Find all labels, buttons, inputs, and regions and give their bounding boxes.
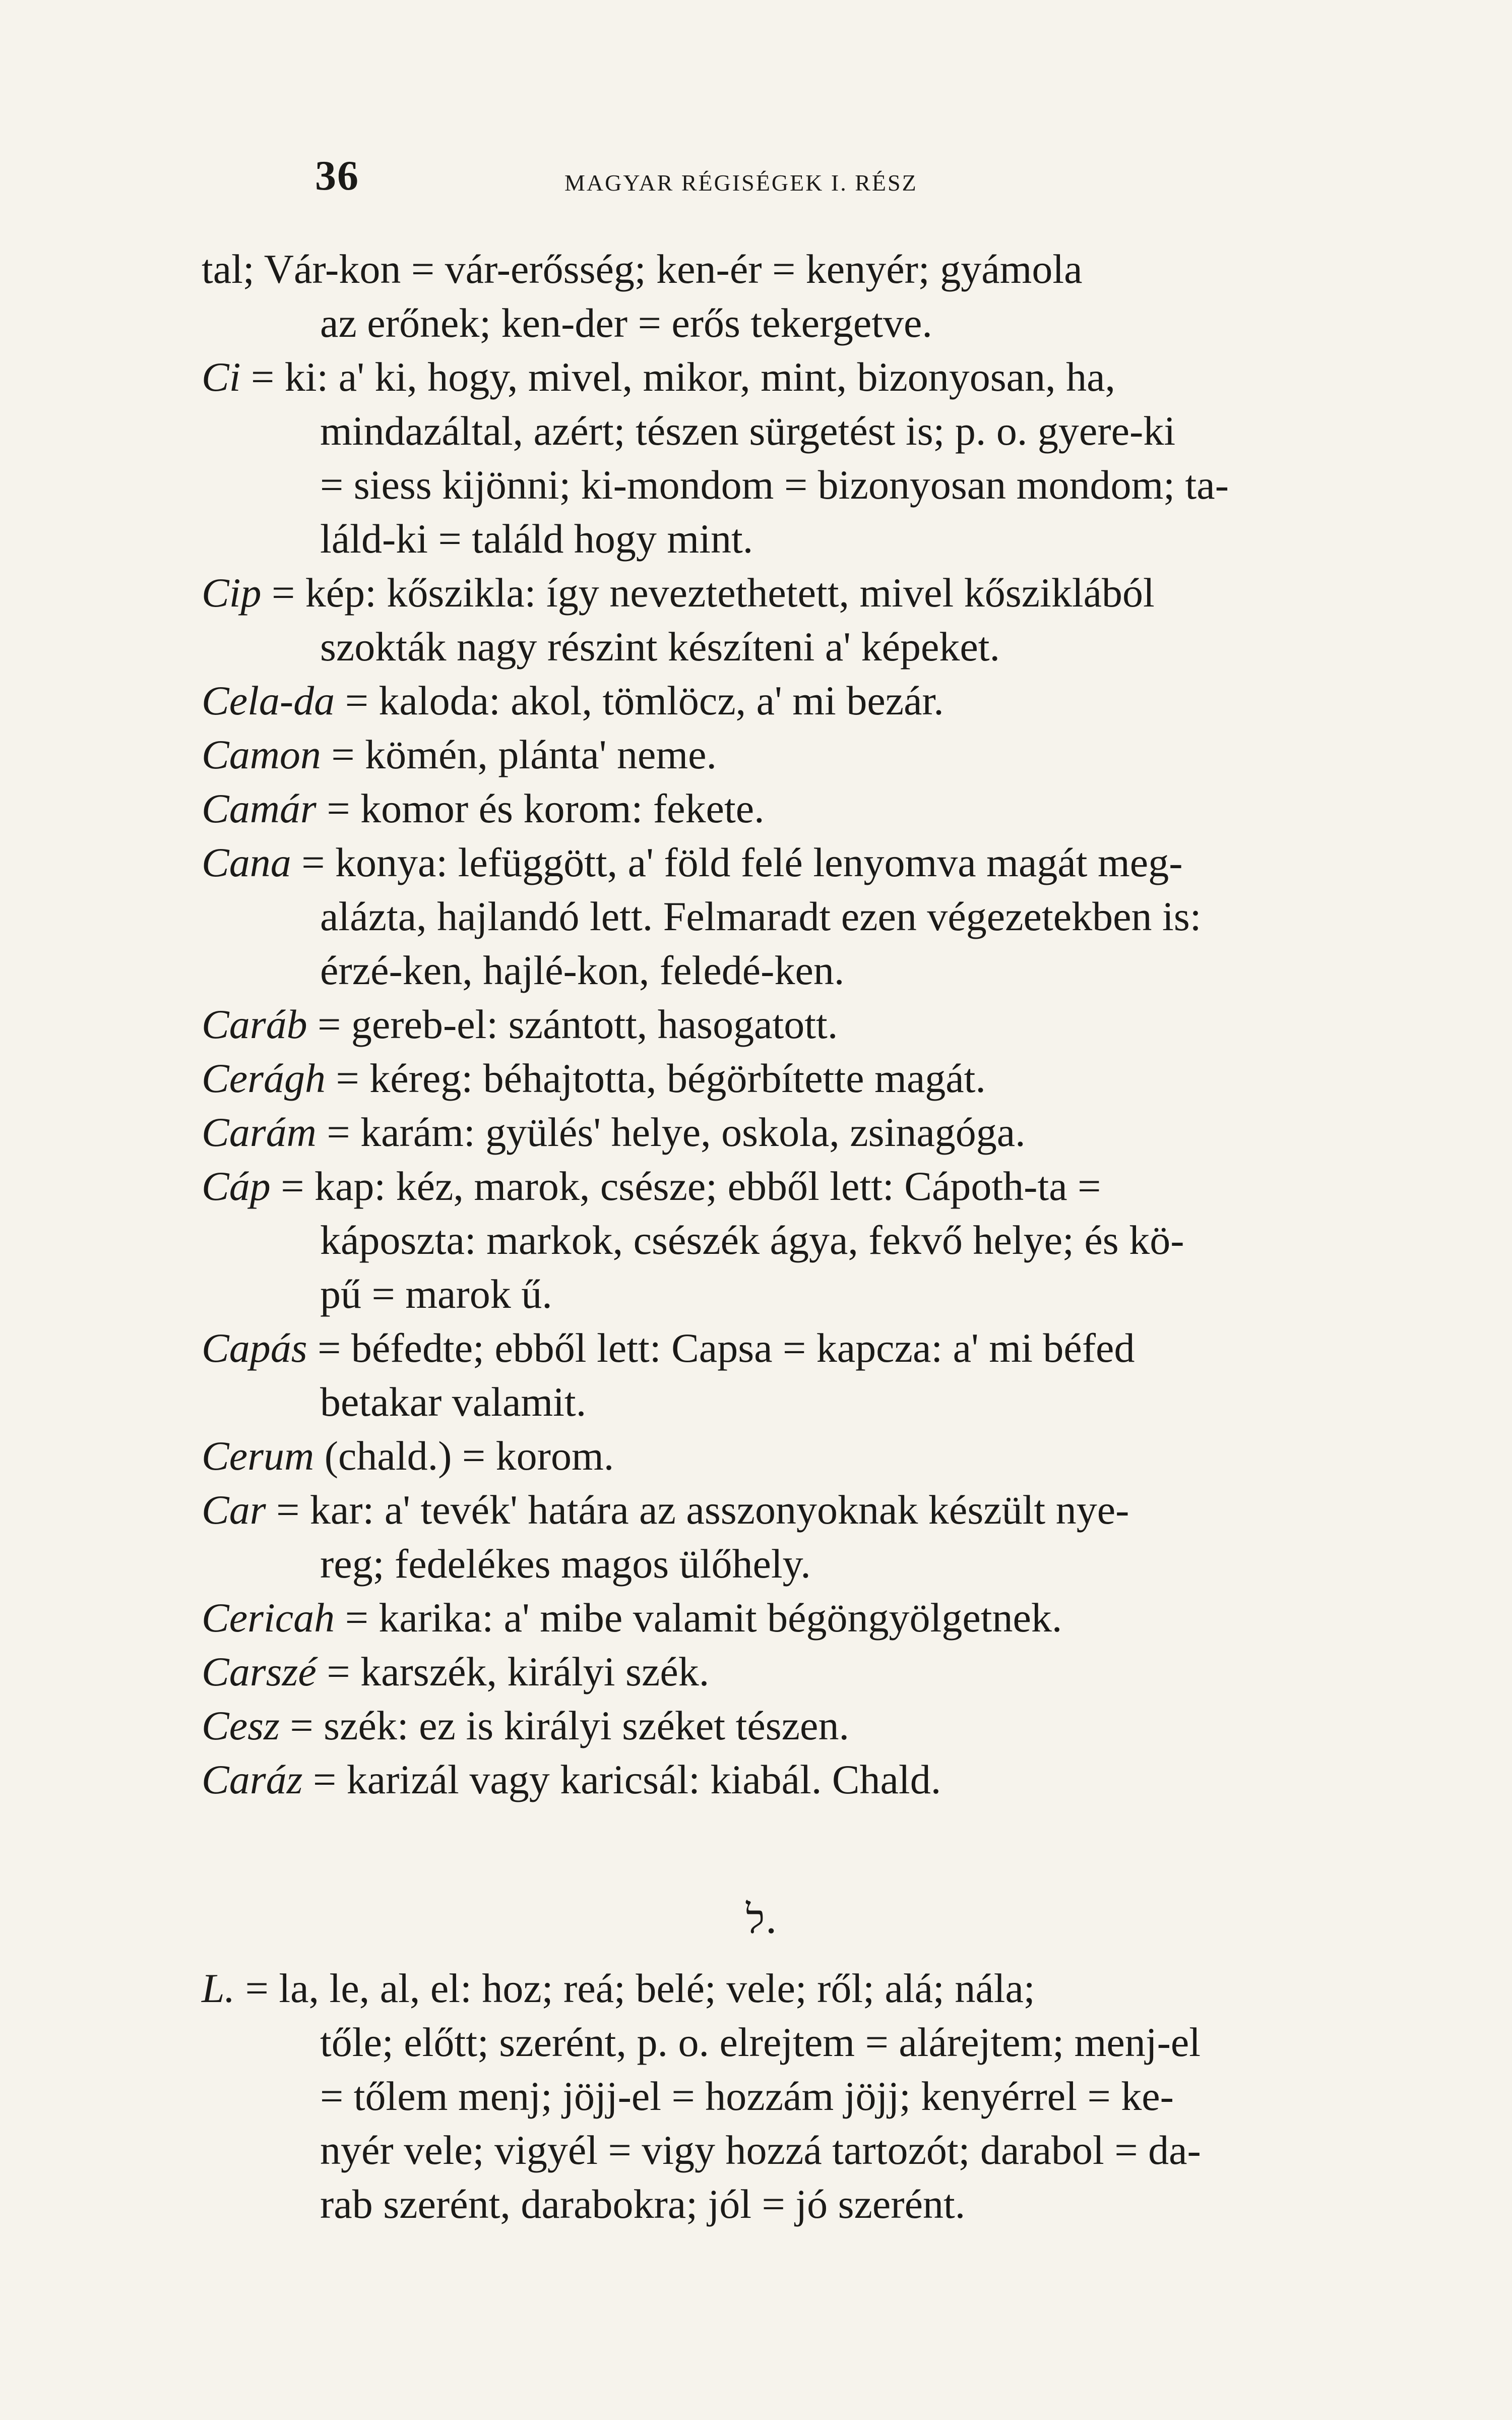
entry-text: reg; fedelékes magos ülőhely. [320,1541,811,1587]
entry-term: Cip [202,570,262,616]
entry-line [202,458,1361,512]
entry-term: Carszé [202,1649,317,1695]
entry-text: = karika: a' mibe valamit bégöngyölgetnek. [335,1595,1062,1641]
dictionary-entry [202,1752,1361,1806]
entry-text: = szék: ez is királyi széket tészen. [279,1703,849,1748]
entry-line [202,242,1361,296]
entry-text: tőle; előtt; szerént, p. o. elrejtem = alárejtem; menj-el [320,2019,1201,2065]
entry-term: Caráb [202,1001,307,1047]
entry-line [202,350,1361,404]
entry-line [202,997,1361,1051]
entry-line [202,404,1361,458]
entry-term: Cesz [202,1703,280,1748]
entry-term: Cana [202,839,291,885]
entry-term: Car [202,1487,266,1533]
page-number: 36 [315,152,359,199]
dictionary-entry [202,728,1361,781]
dictionary-entries-lamed [202,1961,1361,2231]
entry-line [202,512,1361,566]
entry-line [202,1537,1361,1591]
dictionary-entry [202,1961,1361,2231]
entry-text: = béfedte; ebből lett: Capsa = kapcza: a' mi béfed [307,1325,1135,1371]
entry-line [202,1213,1361,1267]
entry-line [202,2123,1361,2177]
dictionary-entry [202,1591,1361,1645]
entry-line [202,1483,1361,1537]
entry-text: láld-ki = találd hogy mint. [320,516,753,562]
dictionary-entry [202,1483,1361,1591]
entry-term: Capás [202,1325,307,1371]
dictionary-entry [202,674,1361,728]
entry-text: = kömén, plánta' neme. [321,732,717,777]
entry-line [202,2069,1361,2123]
entry-text: = la, le, al, el: hoz; reá; belé; vele; ről; alá; nála; [235,1965,1035,2011]
entry-text: pű = marok ű. [320,1271,552,1317]
entry-text: = karám: gyülés' helye, oskola, zsinagóga. [316,1109,1026,1155]
dictionary-entry [202,835,1361,997]
entry-line [202,620,1361,674]
entry-line [202,1591,1361,1645]
dictionary-entry [202,781,1361,835]
dictionary-entry [202,1051,1361,1105]
entry-text: alázta, hajlandó lett. Felmaradt ezen végezetekben is: [320,893,1202,939]
entry-line [202,2177,1361,2231]
entry-text: nyér vele; vigyél = vigy hozzá tartozót; darabol = da- [320,2127,1201,2173]
entry-line [202,296,1361,350]
entry-text: (chald.) = korom. [314,1433,614,1479]
entry-term: Ci [202,354,241,400]
entry-text: = kép: kőszikla: így neveztethetett, mivel kősziklából [261,570,1155,616]
running-head: MAGYAR RÉGISÉGEK I. RÉSZ [564,170,918,196]
entry-term: Caráz [202,1757,303,1802]
entry-term: Cericah [202,1595,335,1641]
entry-text: = konya: lefüggött, a' föld felé lenyomva magát meg- [291,839,1183,885]
entry-term: Carám [202,1109,317,1155]
entry-line [202,889,1361,943]
entry-text: tal; Vár-kon = vár-erősség; ken-ér = kenyér; gyámola [202,246,1083,292]
entry-line [202,1645,1361,1699]
entry-text: káposzta: markok, csészék ágya, fekvő helye; és kö- [320,1217,1184,1263]
entry-term: Camár [202,785,317,831]
entry-text: = kaloda: akol, tömlöcz, a' mi bezár. [335,678,944,723]
entry-line [202,1429,1361,1483]
entry-term: Cerum [202,1433,314,1479]
entry-text: = komor és korom: fekete. [316,785,765,831]
dictionary-entries [202,242,1361,1806]
entry-line [202,2015,1361,2069]
entry-term: Cela-da [202,678,335,723]
entry-term: Cerágh [202,1055,326,1101]
dictionary-entry [202,1429,1361,1483]
entry-line [202,943,1361,997]
dictionary-entry [202,1321,1361,1429]
entry-text: = kéreg: béhajtotta, bégörbítette magát. [326,1055,986,1101]
entry-text: = ki: a' ki, hogy, mivel, mikor, mint, bizonyosan, ha, [240,354,1115,400]
entry-text: = karszék, királyi szék. [316,1649,710,1695]
entry-line [202,1051,1361,1105]
entry-text: = kap: kéz, marok, csésze; ebből lett: Cápoth-ta = [270,1163,1101,1209]
entry-text: mindazáltal, azért; tészen sürgetést is; p. o. gyere-ki [320,408,1176,454]
entry-text: rab szerént, darabokra; jól = jó szerént. [320,2181,966,2227]
dictionary-entry [202,997,1361,1051]
dictionary-entry [202,566,1361,674]
entry-text: szokták nagy részint készíteni a' képeket. [320,624,1000,670]
dictionary-entry [202,350,1361,566]
section-letter: ל. [746,1896,778,1943]
page-header [0,151,1512,212]
entry-line [202,1752,1361,1806]
entry-line [202,781,1361,835]
entry-line [202,674,1361,728]
entry-text: = karizál vagy karicsál: kiabál. Chald. [302,1757,941,1802]
entry-line [202,1105,1361,1159]
entry-term: L. [202,1965,235,2011]
dictionary-entry [202,1645,1361,1699]
entry-term: Camon [202,732,321,777]
entry-text: = siess kijönni; ki-mondom = bizonyosan mondom; ta- [320,462,1229,508]
entry-line [202,1267,1361,1321]
entry-text: = gereb-el: szántott, hasogatott. [307,1001,838,1047]
entry-text: az erőnek; ken-der = erős tekergetve. [320,300,932,346]
entry-text: = tőlem menj; jöjj-el = hozzám jöjj; kenyérrel = ke- [320,2073,1174,2119]
dictionary-entry [202,242,1361,350]
entry-term: Cáp [202,1163,271,1209]
entry-line [202,728,1361,781]
entry-line [202,1961,1361,2015]
entry-line [202,835,1361,889]
entry-text: érzé-ken, hajlé-kon, feledé-ken. [320,947,845,993]
entry-line [202,1699,1361,1752]
entry-line [202,566,1361,620]
dictionary-entry [202,1159,1361,1321]
entry-line [202,1159,1361,1213]
entry-text: = kar: a' tevék' határa az asszonyoknak készült nye- [266,1487,1129,1533]
dictionary-entry [202,1699,1361,1752]
dictionary-entry [202,1105,1361,1159]
entry-line [202,1321,1361,1375]
entry-text: betakar valamit. [320,1379,587,1425]
entry-line [202,1375,1361,1429]
